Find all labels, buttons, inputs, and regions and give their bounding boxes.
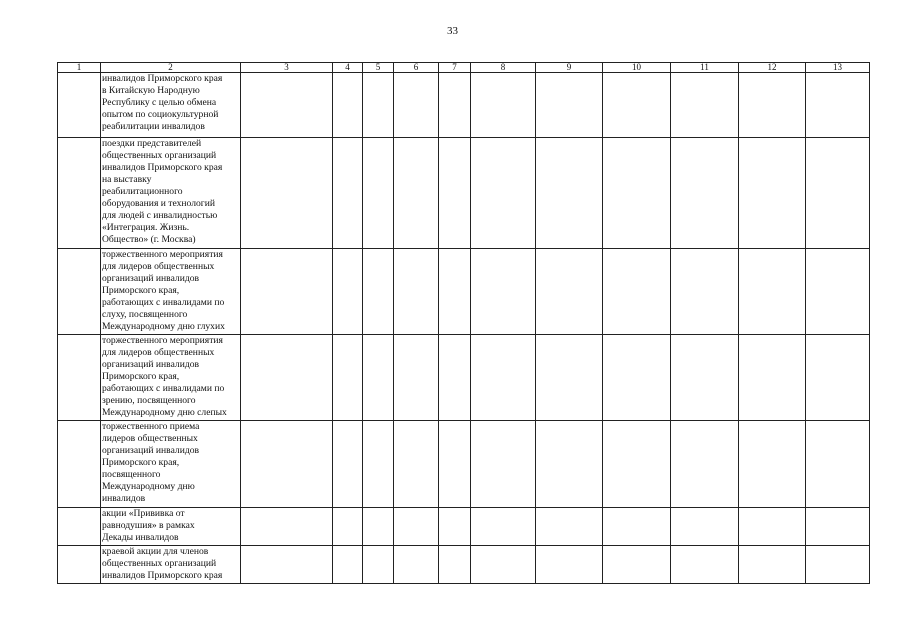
table-cell (536, 73, 603, 138)
table-cell (471, 335, 536, 421)
table-cell (536, 335, 603, 421)
activities-table (57, 62, 870, 584)
table-cell (739, 73, 806, 138)
table-cell (241, 546, 333, 584)
table-cell (671, 138, 739, 249)
table-cell (58, 249, 101, 335)
table-cell (363, 546, 394, 584)
table-cell (363, 508, 394, 546)
table-cell (241, 335, 333, 421)
table-cell (333, 421, 363, 508)
table-cell (603, 73, 671, 138)
table-cell (394, 249, 439, 335)
table-row (58, 138, 870, 249)
page-number: 33 (447, 25, 458, 37)
header-row (58, 63, 870, 73)
table-cell (671, 335, 739, 421)
table-cell (333, 73, 363, 138)
table-cell (536, 138, 603, 249)
table-cell (806, 138, 870, 249)
table-cell (806, 546, 870, 584)
table-cell (333, 335, 363, 421)
table-cell (439, 73, 471, 138)
table-cell (739, 138, 806, 249)
column-header-10: 10 (603, 63, 671, 73)
table-row (58, 546, 870, 584)
table-cell (333, 508, 363, 546)
table-cell (394, 138, 439, 249)
activity-description: акции «Прививка от равнодушия» в рамках Декады инвалидов (101, 508, 241, 546)
table-cell (536, 508, 603, 546)
table-cell (439, 249, 471, 335)
column-header-4: 4 (333, 63, 363, 73)
table-cell (363, 421, 394, 508)
table-cell (471, 546, 536, 584)
table-cell (241, 249, 333, 335)
table-cell (58, 73, 101, 138)
table-row (58, 508, 870, 546)
table-cell (439, 508, 471, 546)
table-cell (671, 421, 739, 508)
table-row (58, 249, 870, 335)
table-cell (671, 508, 739, 546)
column-header-13: 13 (806, 63, 870, 73)
column-header-12: 12 (739, 63, 806, 73)
table-cell (58, 421, 101, 508)
table-cell (394, 73, 439, 138)
table-cell (394, 335, 439, 421)
activity-description: поездки представителей общественных организаций инвалидов Приморского края на выставку реабилитационного оборудования и технологий для людей с инвалидностью «Интеграция. Жизнь. Общество» (г. Москва) (101, 138, 241, 249)
table-cell (739, 546, 806, 584)
table-cell (394, 421, 439, 508)
column-header-6: 6 (394, 63, 439, 73)
table-cell (471, 421, 536, 508)
table-cell (394, 508, 439, 546)
table-cell (471, 508, 536, 546)
column-header-7: 7 (439, 63, 471, 73)
table-cell (471, 138, 536, 249)
table-cell (671, 73, 739, 138)
table-cell (536, 546, 603, 584)
table-cell (671, 546, 739, 584)
activity-description: торжественного мероприятия для лидеров общественных организаций инвалидов Приморского края, работающих с инвалидами по зрению, посвященного Международному дню слепых (101, 335, 241, 421)
column-header-11: 11 (671, 63, 739, 73)
column-header-9: 9 (536, 63, 603, 73)
column-header-2: 2 (101, 63, 241, 73)
table-cell (58, 138, 101, 249)
table-cell (806, 335, 870, 421)
table-cell (806, 421, 870, 508)
table-cell (241, 421, 333, 508)
table-cell (739, 335, 806, 421)
table-cell (471, 249, 536, 335)
table-cell (439, 335, 471, 421)
table-cell (439, 138, 471, 249)
table-cell (439, 421, 471, 508)
table-cell (536, 249, 603, 335)
table-cell (536, 421, 603, 508)
table-cell (241, 508, 333, 546)
table-cell (603, 138, 671, 249)
activity-description: краевой акции для членов общественных организаций инвалидов Приморского края (101, 546, 241, 584)
table-cell (363, 249, 394, 335)
table-cell (363, 138, 394, 249)
activity-description: торжественного мероприятия для лидеров общественных организаций инвалидов Приморского края, работающих с инвалидами по слуху, посвященного Международному дню глухих (101, 249, 241, 335)
table-cell (471, 73, 536, 138)
table-cell (806, 249, 870, 335)
table-cell (394, 546, 439, 584)
table-cell (363, 73, 394, 138)
table-cell (603, 508, 671, 546)
activity-description: инвалидов Приморского края в Китайскую Народную Республику с целью обмена опытом по социокультурной реабилитации инвалидов (101, 73, 241, 138)
table-row (58, 421, 870, 508)
table-cell (58, 335, 101, 421)
activity-description: торжественного приема лидеров общественных организаций инвалидов Приморского края, посвященного Международному дню инвалидов (101, 421, 241, 508)
table-cell (806, 73, 870, 138)
table-cell (333, 546, 363, 584)
table-cell (363, 335, 394, 421)
table-cell (241, 138, 333, 249)
table-cell (241, 73, 333, 138)
table-cell (333, 249, 363, 335)
table-cell (333, 138, 363, 249)
table-cell (58, 546, 101, 584)
table-cell (739, 508, 806, 546)
table-cell (603, 335, 671, 421)
column-header-1: 1 (58, 63, 101, 73)
table-cell (58, 508, 101, 546)
table-cell (806, 508, 870, 546)
table-row (58, 73, 870, 138)
table-cell (603, 546, 671, 584)
column-header-8: 8 (471, 63, 536, 73)
table-cell (603, 249, 671, 335)
column-header-3: 3 (241, 63, 333, 73)
column-header-5: 5 (363, 63, 394, 73)
table-cell (671, 249, 739, 335)
table-cell (739, 421, 806, 508)
table-cell (603, 421, 671, 508)
table-cell (439, 546, 471, 584)
table-row (58, 335, 870, 421)
table-cell (739, 249, 806, 335)
